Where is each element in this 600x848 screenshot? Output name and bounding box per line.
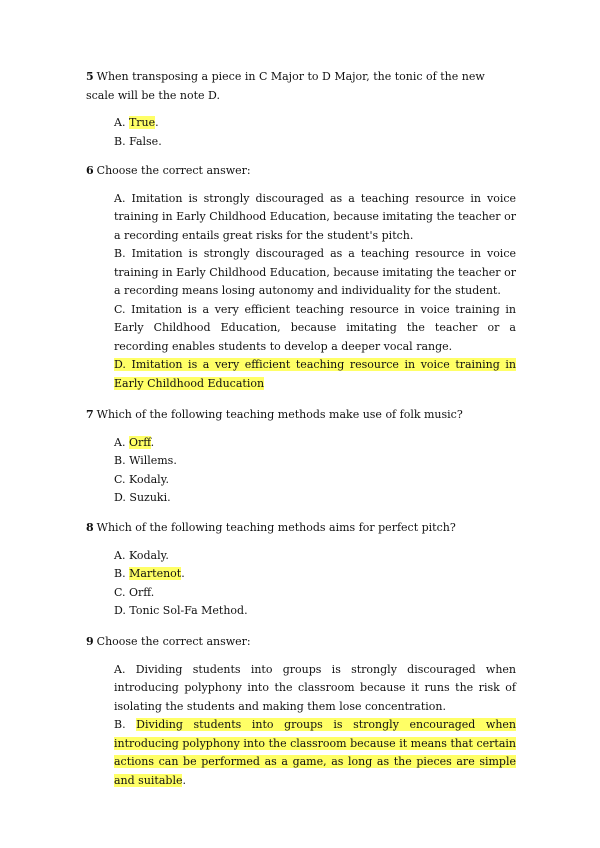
question-text: Choose the correct answer: — [96, 164, 251, 177]
option-d — [114, 489, 516, 508]
option-label: B. — [114, 567, 130, 580]
option-label: A. — [114, 435, 129, 449]
option-label: B. — [114, 247, 132, 260]
option-text-highlighted: Imitation is a very efficient teaching resource in voice training in Early Childhood Education — [114, 358, 517, 390]
option-a — [114, 190, 516, 246]
option-b — [114, 716, 516, 790]
option-suffix: . — [182, 773, 186, 787]
option-d — [114, 356, 516, 393]
option-label: C. — [114, 472, 130, 486]
option-text: Imitation is strongly discouraged as a teaching resource in voice training in Early Childhood Education, because imitating the teacher or a recording entails great risks for the student's pitch. — [114, 191, 517, 242]
question-number: 6 — [86, 164, 94, 177]
option-b — [114, 452, 516, 471]
option-text: Suzuki. — [129, 491, 171, 504]
option-a — [114, 661, 516, 717]
option-a — [114, 114, 516, 133]
option-text-highlighted: Martenot — [129, 567, 182, 580]
option-label: C. — [114, 585, 130, 599]
question-9 — [86, 633, 516, 790]
option-label: A. — [114, 662, 136, 676]
option-suffix: . — [150, 435, 155, 449]
option-text-highlighted: Orff — [128, 435, 151, 449]
option-a — [114, 547, 516, 566]
option-c — [114, 301, 516, 357]
option-label: D. — [114, 491, 130, 504]
question-text: Which of the following teaching methods make use of folk music? — [96, 408, 463, 421]
option-text: False. — [129, 134, 162, 148]
question-stem — [86, 162, 516, 181]
option-text: Tonic Sol-Fa Method. — [129, 604, 248, 617]
question-number: 7 — [86, 408, 94, 421]
option-text-highlighted: True — [128, 116, 156, 129]
option-label: D. — [114, 604, 130, 617]
option-text: Kodaly. — [129, 472, 169, 486]
question-5 — [86, 68, 516, 151]
question-8 — [86, 519, 516, 621]
question-stem — [86, 633, 516, 652]
option-c — [114, 584, 516, 603]
option-suffix: . — [181, 567, 185, 580]
question-stem — [86, 68, 516, 105]
question-number: 5 — [86, 70, 94, 83]
option-text: Willems. — [129, 454, 177, 467]
option-label: D. — [114, 358, 132, 371]
question-text: Choose the correct answer: — [96, 635, 251, 648]
option-label: A. — [114, 191, 132, 205]
option-text-highlighted: Dividing students into groups is strongly encouraged when introducing polyphony into the classroom because it means that certain actions can be performed as a game, as long as the pieces are simple and suitable — [114, 718, 517, 787]
question-stem — [86, 519, 516, 538]
question-number: 9 — [86, 635, 94, 648]
question-text: Which of the following teaching methods aims for perfect pitch? — [96, 521, 456, 534]
option-b — [114, 133, 516, 152]
option-label: B. — [114, 718, 137, 731]
question-6 — [86, 162, 516, 393]
option-text: Orff. — [129, 585, 155, 599]
question-text: When transposing a piece in C Major to D Major, the tonic of the new scale will be the note D. — [86, 70, 485, 102]
option-b — [114, 565, 516, 584]
option-text: Kodaly. — [128, 548, 169, 562]
option-text: Imitation is a very efficient teaching resource in voice training in Early Childhood Education, because imitating the teacher or a recording enables students to develop a deeper vocal range. — [114, 302, 516, 353]
option-label: A. — [114, 548, 129, 562]
option-text: Imitation is strongly discouraged as a teaching resource in voice training in Early Childhood Education, because imitating the teacher or a recording means losing autonomy and individuality for the student. — [114, 247, 517, 297]
question-stem — [86, 406, 516, 425]
option-b — [114, 245, 516, 301]
option-d — [114, 602, 516, 621]
option-label: A. — [114, 116, 129, 129]
option-text: Dividing students into groups is strongly discouraged when introducing polyphony into the classroom because it runs the risk of isolating the students and making them lose concentration. — [114, 662, 516, 713]
option-a — [114, 434, 516, 453]
option-label: B. — [114, 134, 130, 148]
option-label: C. — [114, 302, 132, 316]
question-number: 8 — [86, 521, 94, 534]
option-highlighted — [114, 358, 516, 390]
option-label: B. — [114, 454, 130, 467]
question-7 — [86, 406, 516, 508]
option-suffix: . — [155, 116, 159, 129]
option-c — [114, 471, 516, 490]
